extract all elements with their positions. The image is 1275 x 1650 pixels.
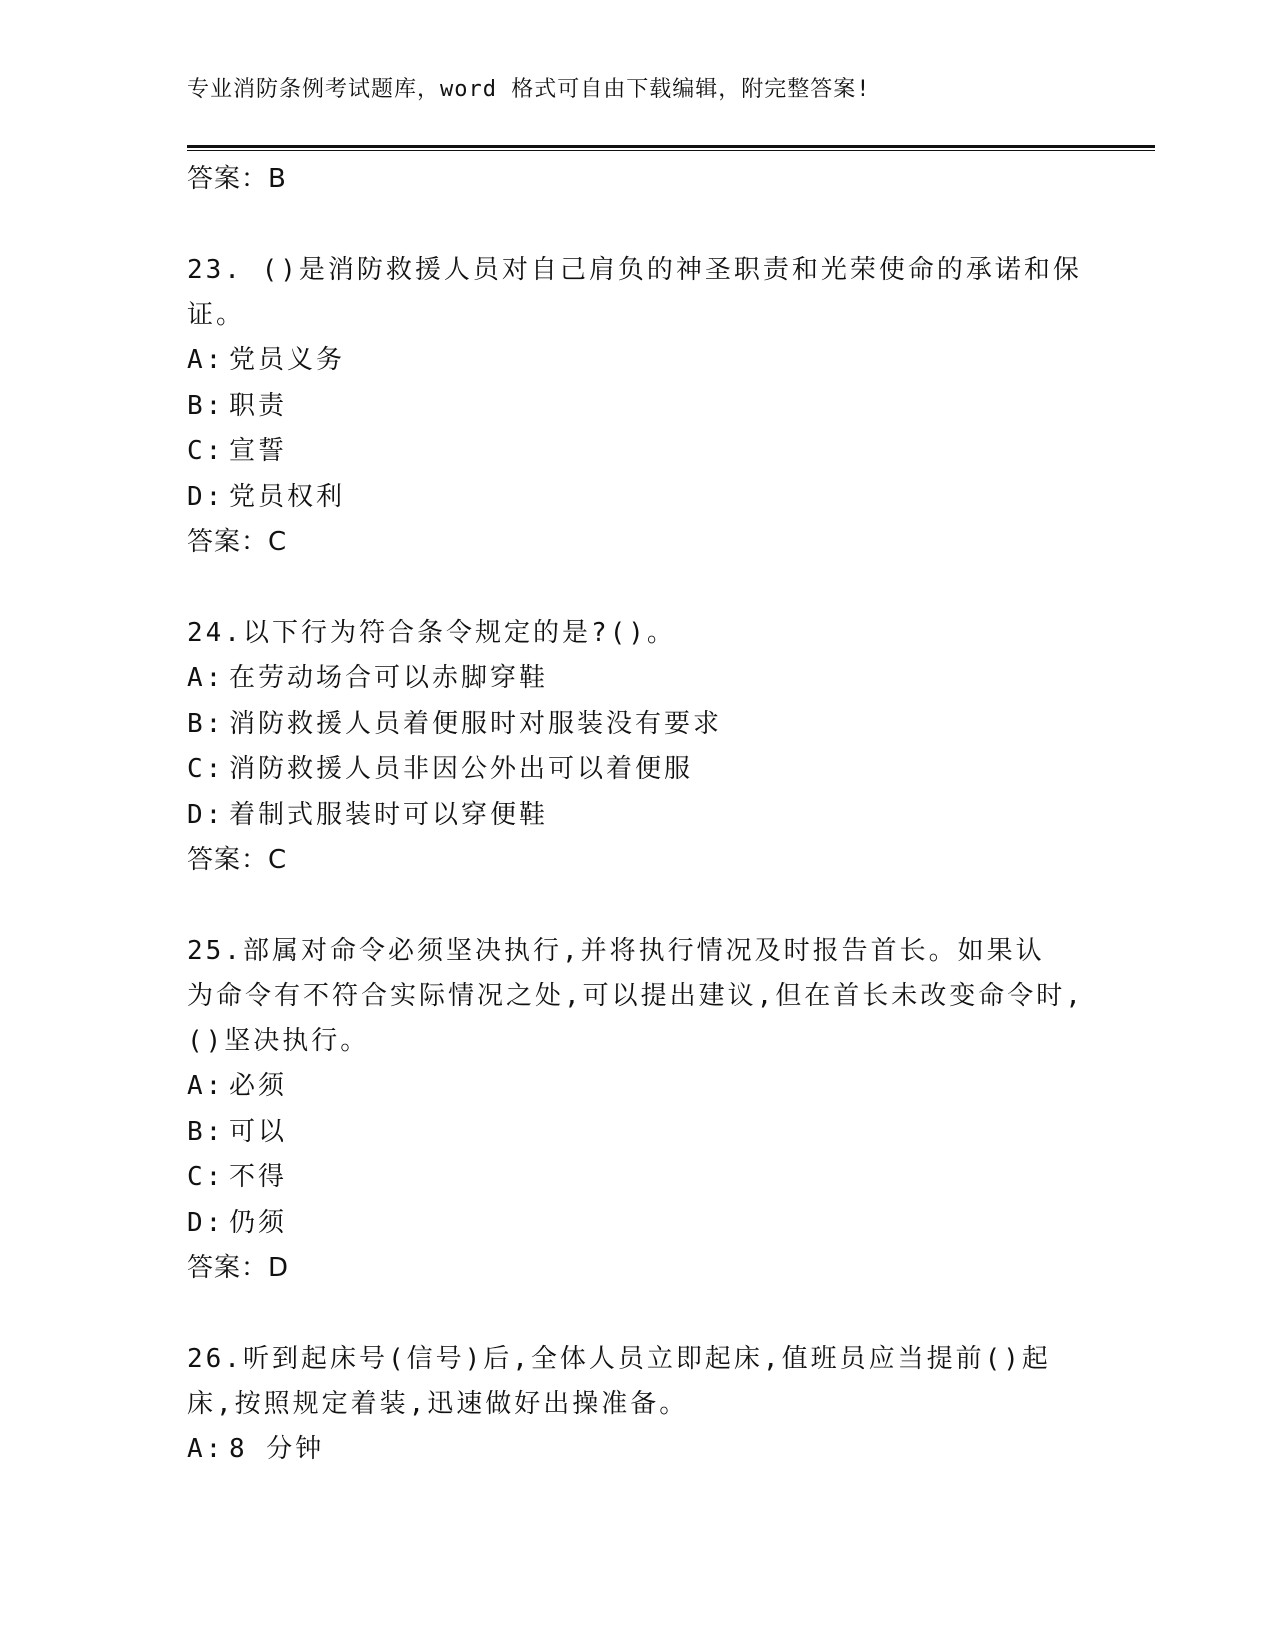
option-text: 8 分钟 bbox=[229, 1434, 325, 1464]
option-a bbox=[187, 1064, 1087, 1110]
option-a bbox=[187, 1427, 1087, 1473]
option-d bbox=[187, 475, 1087, 521]
answer-line: 答案：B bbox=[187, 164, 287, 194]
option-text: 可以 bbox=[229, 1116, 288, 1147]
option-letter: C: bbox=[187, 754, 225, 784]
option-letter: D: bbox=[187, 799, 225, 830]
question-25 bbox=[187, 929, 1087, 1291]
option-text: 在劳动场合可以赤脚穿鞋 bbox=[229, 663, 549, 693]
page-header: 专业消防条例考试题库，word 格式可自由下载编辑，附完整答案! bbox=[187, 77, 871, 102]
question-list bbox=[187, 157, 1087, 1473]
option-letter: C: bbox=[187, 436, 225, 466]
option-letter: A: bbox=[187, 345, 225, 375]
option-text: 仍须 bbox=[229, 1207, 288, 1238]
question-24 bbox=[187, 611, 1087, 883]
option-text: 消防救援人员非因公外出可以着便服 bbox=[229, 754, 694, 784]
option-letter: A: bbox=[187, 1434, 225, 1464]
answer-line: 答案：D bbox=[187, 1253, 290, 1283]
option-b bbox=[187, 1110, 1087, 1156]
option-d bbox=[187, 793, 1087, 839]
option-text: 消防救援人员着便服时对服装没有要求 bbox=[229, 708, 723, 739]
option-c bbox=[187, 429, 1087, 475]
option-b bbox=[187, 702, 1087, 748]
option-letter: A: bbox=[187, 663, 225, 693]
answer-line: 答案：C bbox=[187, 527, 288, 557]
question-26 bbox=[187, 1337, 1087, 1473]
spacer bbox=[187, 565, 1087, 611]
option-letter: B: bbox=[187, 390, 225, 421]
option-letter: D: bbox=[187, 481, 225, 512]
header-divider bbox=[187, 145, 1155, 151]
question-stem: 23. ()是消防救援人员对自己肩负的神圣职责和光荣使命的承诺和保证。 bbox=[187, 255, 1082, 330]
question-23 bbox=[187, 248, 1087, 565]
option-d bbox=[187, 1201, 1087, 1247]
answer-line: 答案：C bbox=[187, 845, 288, 875]
option-text: 不得 bbox=[229, 1162, 288, 1192]
option-letter: B: bbox=[187, 1116, 225, 1147]
option-b bbox=[187, 384, 1087, 430]
option-letter: B: bbox=[187, 708, 225, 739]
option-a bbox=[187, 338, 1087, 384]
option-a bbox=[187, 656, 1087, 702]
spacer bbox=[187, 1291, 1087, 1337]
option-letter: C: bbox=[187, 1162, 225, 1192]
spacer bbox=[187, 883, 1087, 929]
option-letter: A: bbox=[187, 1071, 225, 1101]
question-stem: 26.听到起床号(信号)后,全体人员立即起床,值班员应当提前()起床,按照规定着装,迅速做好出操准备。 bbox=[187, 1344, 1051, 1419]
question-stem: 25.部属对命令必须坚决执行,并将执行情况及时报告首长。如果认 为命令有不符合实际情况之处,可以提出建议,但在首长未改变命令时,()坚决执行。 bbox=[187, 936, 1084, 1056]
option-text: 着制式服装时可以穿便鞋 bbox=[229, 799, 549, 830]
option-text: 党员权利 bbox=[229, 481, 346, 512]
option-text: 党员义务 bbox=[229, 345, 346, 375]
option-text: 职责 bbox=[229, 390, 288, 421]
question-stem: 24.以下行为符合条令规定的是?()。 bbox=[187, 618, 676, 648]
option-text: 宣誓 bbox=[229, 436, 288, 466]
option-text: 必须 bbox=[229, 1071, 288, 1101]
option-c bbox=[187, 747, 1087, 793]
option-letter: D: bbox=[187, 1207, 225, 1238]
spacer bbox=[187, 202, 1087, 248]
option-c bbox=[187, 1155, 1087, 1201]
